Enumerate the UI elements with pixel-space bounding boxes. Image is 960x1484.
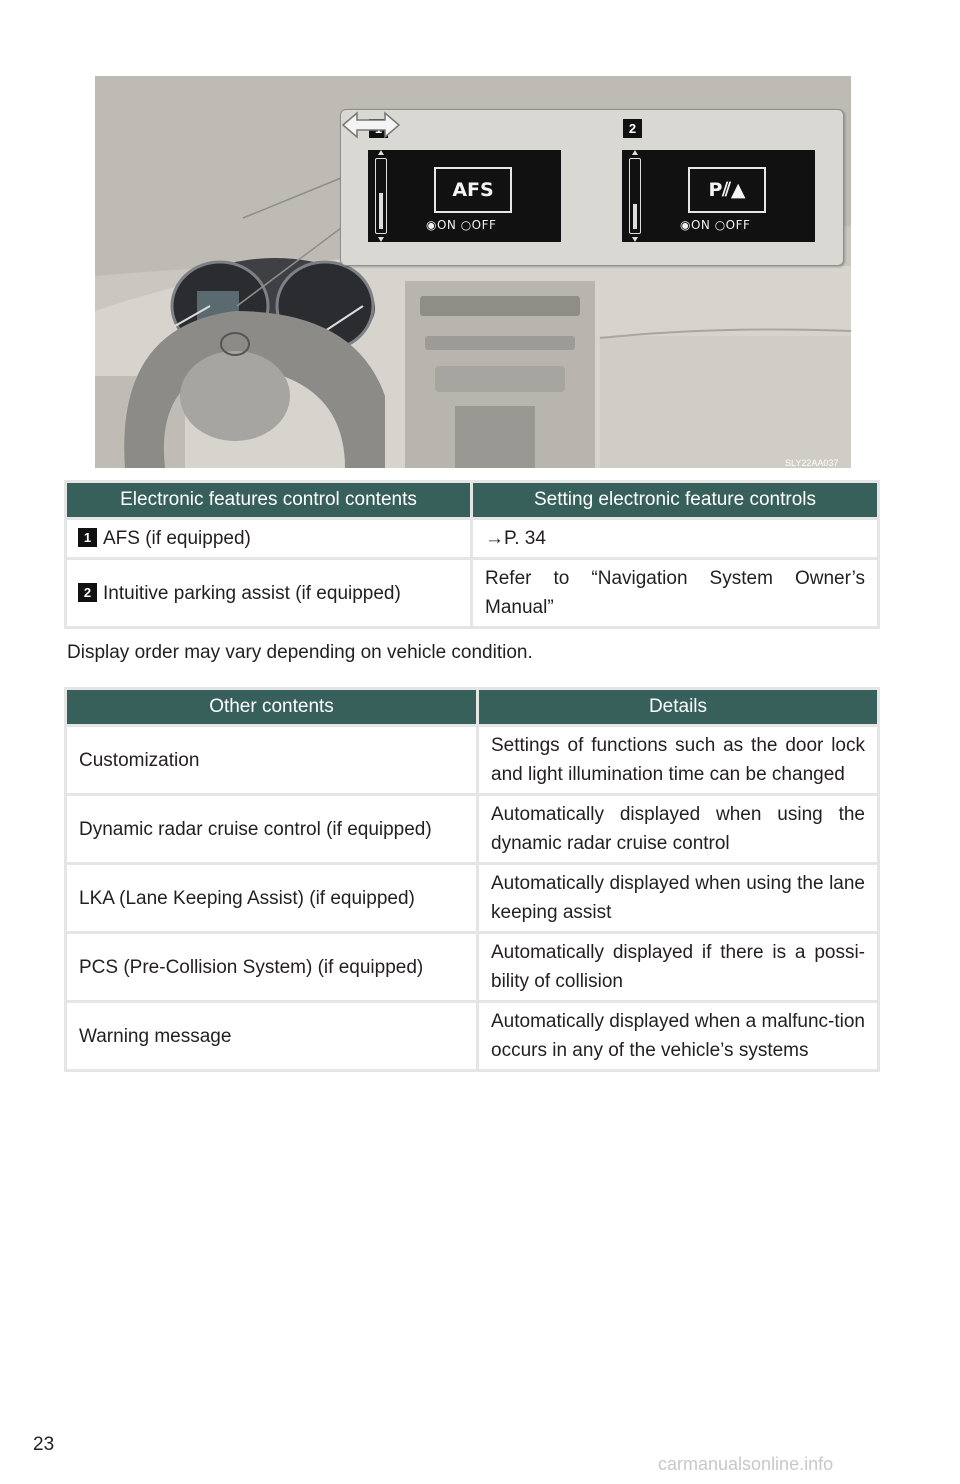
content-details: Automatically displayed when a malfunc-tion occurs in any of the vehicle’s systems xyxy=(479,1003,877,1069)
afs-label: AFS xyxy=(434,167,512,213)
column-header: Other contents xyxy=(67,690,476,724)
table-row xyxy=(67,796,877,862)
content-details: Automatically displayed when using the lane keeping assist xyxy=(479,865,877,931)
parking-on-off: ◉ON ○OFF xyxy=(680,218,751,232)
parking-assist-screen xyxy=(622,150,815,242)
image-code: SLY22AA037 xyxy=(785,458,839,468)
feature-name: AFS (if equipped) xyxy=(103,528,251,549)
row-badge: 2 xyxy=(78,583,97,602)
setting-reference: Refer to “Navigation System Owner’s Manual” xyxy=(473,560,877,626)
table-row xyxy=(67,560,877,626)
column-header: Details xyxy=(479,690,877,724)
callout-badge-2: 2 xyxy=(623,119,642,138)
table-header-row xyxy=(67,483,877,517)
content-details: Automatically displayed when using the dynamic radar cruise control xyxy=(479,796,877,862)
feature-name: Intuitive parking assist (if equipped) xyxy=(103,582,401,604)
parking-assist-icon: P⫽▲ xyxy=(688,167,766,213)
content-details: Automatically displayed if there is a possi-bility of collision xyxy=(479,934,877,1000)
table-row xyxy=(67,865,877,931)
double-arrow-icon xyxy=(341,110,401,140)
bar-gauge-icon xyxy=(375,158,387,234)
content-name: LKA (Lane Keeping Assist) (if equipped) xyxy=(67,865,476,931)
content-name: Warning message xyxy=(67,1003,476,1069)
setting-reference: →P. 34 xyxy=(473,520,877,557)
display-callout xyxy=(340,109,844,266)
display-order-note: Display order may vary depending on vehicle condition. xyxy=(67,642,533,663)
table-header-row xyxy=(67,690,877,724)
row-badge: 1 xyxy=(78,528,97,547)
table-row xyxy=(67,727,877,793)
afs-on-off: ◉ON ○OFF xyxy=(426,218,497,232)
content-name: Customization xyxy=(67,727,476,793)
content-name: Dynamic radar cruise control (if equipped) xyxy=(67,796,476,862)
watermark[interactable]: carmanualsonline.info xyxy=(658,1454,834,1474)
content-details: Settings of functions such as the door lock and light illumination time can be changed xyxy=(479,727,877,793)
other-contents-table xyxy=(64,687,880,1072)
dashboard-illustration xyxy=(95,76,851,468)
table-cell xyxy=(67,520,470,557)
table-cell xyxy=(67,560,470,626)
table-row xyxy=(67,1003,877,1069)
electronic-features-table xyxy=(64,480,880,629)
column-header: Setting electronic feature controls xyxy=(473,483,877,517)
afs-screen xyxy=(368,150,561,242)
table-row xyxy=(67,520,877,557)
bar-gauge-icon xyxy=(629,158,641,234)
column-header: Electronic features control contents xyxy=(67,483,470,517)
page-number: 23 xyxy=(33,1434,55,1455)
table-row xyxy=(67,934,877,1000)
content-name: PCS (Pre-Collision System) (if equipped) xyxy=(67,934,476,1000)
